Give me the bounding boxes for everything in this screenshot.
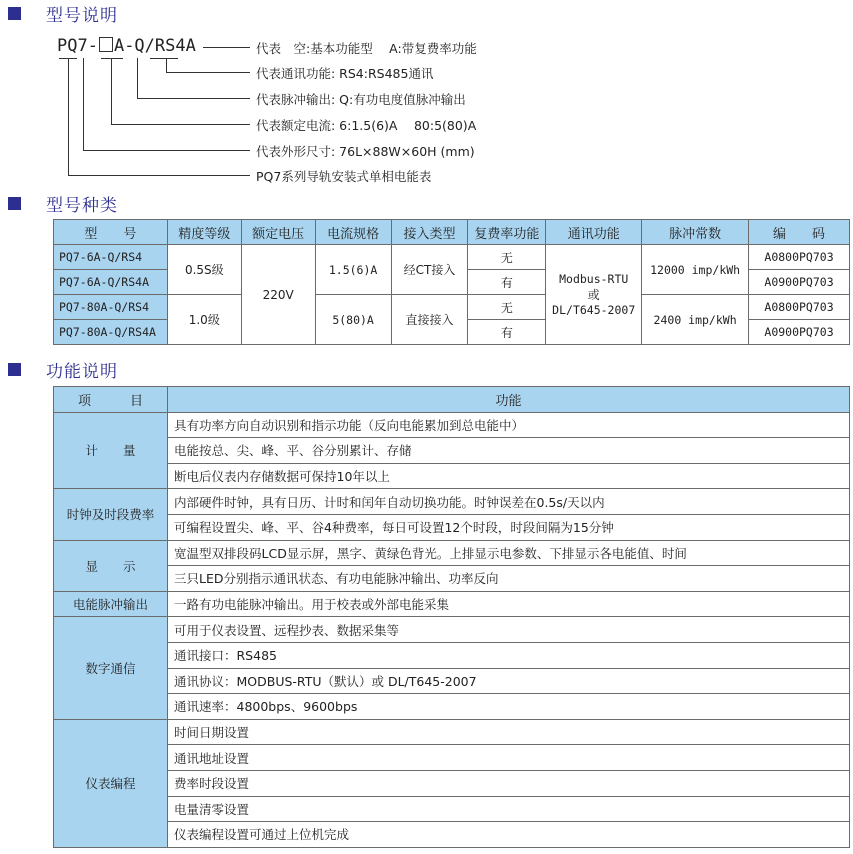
- comm-cell: Modbus-RTU 或 DL/T645-2007: [546, 245, 642, 345]
- table-header-row: 型 号 精度等级 额定电压 电流规格 接入类型 复费率功能 通讯功能 脉冲常数 编 码: [54, 220, 850, 245]
- section-title-functions: 功能说明: [8, 358, 118, 380]
- table-row: 显 示 宽温型双排段码LCD显示屏，黑字、黄绿色背光。上排显示电参数、下排显示各电能值、时间: [54, 540, 850, 566]
- table-row: PQ7-80A-Q/RS4A 有 A0900PQ703: [54, 320, 850, 345]
- legend-pulse: 代表脉冲输出: Q:有功电度值脉冲输出: [256, 92, 466, 107]
- square-bullet-icon: [8, 7, 21, 20]
- table-row: 费率时段设置: [54, 770, 850, 796]
- model-table: [53, 219, 850, 345]
- section-title-model-types: 型号种类: [8, 192, 118, 214]
- table-header-row: 项 目 功能: [54, 387, 850, 413]
- table-row: 通讯接口：RS485: [54, 642, 850, 668]
- table-row: 通讯速率：4800bps、9600bps: [54, 694, 850, 720]
- legend-rate: 代表 空:基本功能型 A:带复费率功能: [256, 41, 477, 56]
- legend-series: PQ7系列导轨安装式单相电能表: [256, 169, 432, 184]
- table-row: 断电后仪表内存储数据可保持10年以上: [54, 463, 850, 489]
- table-row: 电能脉冲输出 一路有功电能脉冲输出。用于校表或外部电能采集: [54, 591, 850, 617]
- connector-line: [203, 47, 250, 48]
- placeholder-box-icon: [99, 37, 113, 52]
- legend-size: 代表外形尺寸: 76L×88W×60H (mm): [256, 144, 475, 159]
- table-row: 通讯地址设置: [54, 745, 850, 771]
- table-row: 仪表编程设置可通过上位机完成: [54, 822, 850, 848]
- table-row: 时钟及时段费率 内部硬件时钟，具有日历、计时和闰年自动切换功能。时钟误差在0.5s/天以内: [54, 489, 850, 515]
- section-title-model-desc: 型号说明: [8, 2, 118, 24]
- table-row: PQ7-80A-Q/RS4 1.0级 5(80)A 直接接入 无 2400 imp/kWh A0800PQ703: [54, 295, 850, 320]
- table-row: 电量清零设置: [54, 796, 850, 822]
- model-code: PQ7- A-Q/RS4A: [57, 36, 196, 56]
- table-row: 三只LED分别指示通讯状态、有功电能脉冲输出、功率反向: [54, 566, 850, 592]
- legend-comm: 代表通讯功能: RS4:RS485通讯: [256, 66, 434, 81]
- table-row: 计 量 具有功率方向自动识别和指示功能（反向电能累加到总电能中）: [54, 412, 850, 438]
- square-bullet-icon: [8, 363, 21, 376]
- legend-current: 代表额定电流: 6:1.5(6)A 80:5(80)A: [256, 118, 477, 133]
- square-bullet-icon: [8, 197, 21, 210]
- table-row: PQ7-6A-Q/RS4 0.5S级 220V 1.5(6)A 经CT接入 无 Modbus-RTU 或 DL/T645-2007 12000 imp/kWh A0800PQ703: [54, 245, 850, 270]
- table-row: 数字通信 可用于仪表设置、远程抄表、数据采集等: [54, 617, 850, 643]
- table-row: 仪表编程 时间日期设置: [54, 719, 850, 745]
- table-row: 可编程设置尖、峰、平、谷4种费率，每日可设置12个时段，时段间隔为15分钟: [54, 514, 850, 540]
- table-row: 电能按总、尖、峰、平、谷分别累计、存储: [54, 438, 850, 464]
- table-row: 通讯协议：MODBUS-RTU（默认）或 DL/T645-2007: [54, 668, 850, 694]
- function-table: [53, 386, 850, 848]
- table-row: PQ7-6A-Q/RS4A 有 A0900PQ703: [54, 270, 850, 295]
